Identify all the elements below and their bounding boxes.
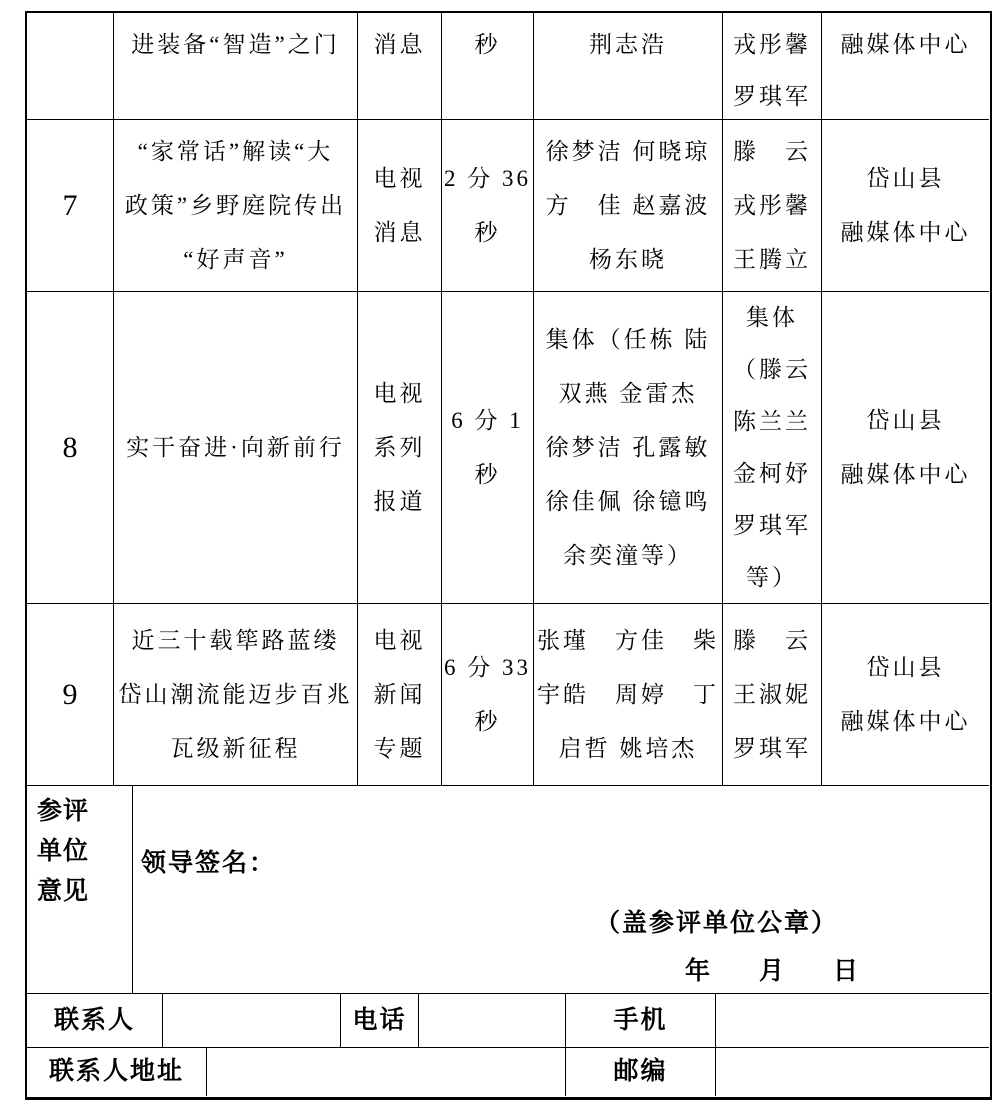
author-line: 杨东晓 xyxy=(589,246,667,272)
postcode-label-cell: 邮编 xyxy=(566,1048,716,1096)
genre-line: 电视 xyxy=(373,627,426,653)
title-line: 实干奋进·向新前行 xyxy=(126,434,345,460)
duration-line: 秒 xyxy=(474,32,501,57)
unit-line: 岱山县 xyxy=(866,654,945,680)
title-line: 瓦级新征程 xyxy=(170,735,301,761)
editor-line: 王淑妮 xyxy=(733,681,811,707)
row9-authors-cell xyxy=(534,604,723,786)
duration-line: 秒 xyxy=(474,461,501,487)
author-line: 集体（任栋 陆 xyxy=(545,326,711,352)
editor-line: 罗琪军 xyxy=(733,735,811,761)
editor-line: 集体 xyxy=(746,304,798,330)
opinion-label-cell xyxy=(27,786,133,994)
title-line: 岱山潮流能迈步百兆 xyxy=(118,681,353,707)
contact-name-field[interactable] xyxy=(163,994,341,1048)
opinion-label-line: 单位 xyxy=(37,838,90,865)
address-label-cell: 联系人地址 xyxy=(27,1048,207,1096)
duration-line: 6 分 1 xyxy=(451,407,524,433)
genre-line: 电视 xyxy=(373,165,426,191)
title-line: 政策”乡野庭院传出 xyxy=(124,192,347,218)
editor-line: 金柯妤 xyxy=(733,460,811,486)
row6-title-cell xyxy=(114,13,358,120)
phone-label-cell: 电话 xyxy=(341,994,419,1048)
unit-line: 融媒体中心 xyxy=(840,219,971,245)
editor-line: 罗琪军 xyxy=(733,84,811,109)
duration-line: 2 分 36 xyxy=(444,165,531,191)
editor-line: 陈兰兰 xyxy=(733,408,811,434)
row6-seq-cell xyxy=(27,13,114,120)
row8-seq-cell: 8 xyxy=(27,292,114,604)
contact-label-cell: 联系人 xyxy=(27,994,163,1048)
author-line: 荆志浩 xyxy=(589,32,667,57)
editor-line: 等） xyxy=(746,564,798,590)
phone-field[interactable] xyxy=(419,994,566,1048)
entry-works-table xyxy=(25,11,992,1100)
row9-title-cell xyxy=(114,604,358,786)
unit-line: 融媒体中心 xyxy=(840,461,971,487)
author-line: 徐佳佩 徐镱鸣 xyxy=(545,488,711,514)
author-line: 余奕潼等） xyxy=(563,542,693,568)
leader-signature-label: 领导签名： xyxy=(141,850,277,877)
official-seal-note: （盖参评单位公章） xyxy=(595,910,839,937)
row8-authors-cell xyxy=(534,292,723,604)
author-line: 启哲 姚培杰 xyxy=(558,735,698,761)
address-field[interactable] xyxy=(207,1048,566,1096)
genre-line: 消息 xyxy=(373,32,426,57)
row9-genre-cell xyxy=(358,604,442,786)
duration-line: 6 分 33 xyxy=(444,654,531,680)
row7-genre-cell xyxy=(358,120,442,292)
postcode-field[interactable] xyxy=(716,1048,989,1096)
unit-line: 融媒体中心 xyxy=(840,708,971,734)
opinion-label-line: 参评 xyxy=(37,798,90,825)
row9-unit-cell xyxy=(822,604,989,786)
row9-seq-cell: 9 xyxy=(27,604,114,786)
editor-line: 滕 云 xyxy=(733,627,811,653)
title-line: “好声音” xyxy=(183,246,288,272)
unit-line: 融媒体中心 xyxy=(840,32,971,57)
editor-line: 戎彤馨 xyxy=(733,32,811,57)
row6-genre-cell xyxy=(358,13,442,120)
title-line: 进装备“智造”之门 xyxy=(131,32,340,57)
opinion-content-cell xyxy=(133,786,989,994)
genre-line: 专题 xyxy=(373,735,426,761)
row7-unit-cell xyxy=(822,120,989,292)
editor-line: 罗琪军 xyxy=(733,512,811,538)
row7-authors-cell xyxy=(534,120,723,292)
genre-line: 系列 xyxy=(373,434,426,460)
author-line: 方 佳 赵嘉波 xyxy=(545,192,711,218)
row7-seq-cell: 7 xyxy=(27,120,114,292)
mobile-label-cell: 手机 xyxy=(566,994,716,1048)
author-line: 宇皓 周婷 丁 xyxy=(537,681,719,707)
title-line: 近三十载筚路蓝缕 xyxy=(131,627,340,653)
mobile-field[interactable] xyxy=(716,994,989,1048)
row8-genre-cell xyxy=(358,292,442,604)
author-line: 徐梦洁 孔露敏 xyxy=(545,434,711,460)
opinion-label-line: 意见 xyxy=(37,878,90,905)
editor-line: 戎彤馨 xyxy=(733,192,811,218)
genre-line: 消息 xyxy=(373,219,426,245)
row8-editors-cell xyxy=(723,292,822,604)
title-line: “家常话”解读“大 xyxy=(137,138,334,164)
unit-line: 岱山县 xyxy=(866,407,945,433)
author-line: 张瑾 方佳 柴 xyxy=(537,627,719,653)
row7-title-cell xyxy=(114,120,358,292)
editor-line: （滕云 xyxy=(733,356,811,382)
row6-editors-cell xyxy=(723,13,822,120)
row8-duration-cell xyxy=(442,292,534,604)
row9-editors-cell xyxy=(723,604,822,786)
author-line: 徐梦洁 何晓琼 xyxy=(545,138,711,164)
row7-editors-cell xyxy=(723,120,822,292)
row6-authors-cell xyxy=(534,13,723,120)
row8-unit-cell xyxy=(822,292,989,604)
row6-duration-cell xyxy=(442,13,534,120)
row8-title-cell xyxy=(114,292,358,604)
duration-line: 秒 xyxy=(474,219,501,245)
genre-line: 新闻 xyxy=(373,681,426,707)
unit-line: 岱山县 xyxy=(866,165,945,191)
editor-line: 王腾立 xyxy=(733,246,811,272)
row7-duration-cell xyxy=(442,120,534,292)
duration-line: 秒 xyxy=(474,708,501,734)
genre-line: 报道 xyxy=(373,488,426,514)
editor-line: 滕 云 xyxy=(733,138,811,164)
genre-line: 电视 xyxy=(373,380,426,406)
author-line: 双燕 金雷杰 xyxy=(558,380,698,406)
row9-duration-cell xyxy=(442,604,534,786)
date-blank-line: 年 月 日 xyxy=(685,958,871,985)
row6-unit-cell xyxy=(822,13,989,120)
